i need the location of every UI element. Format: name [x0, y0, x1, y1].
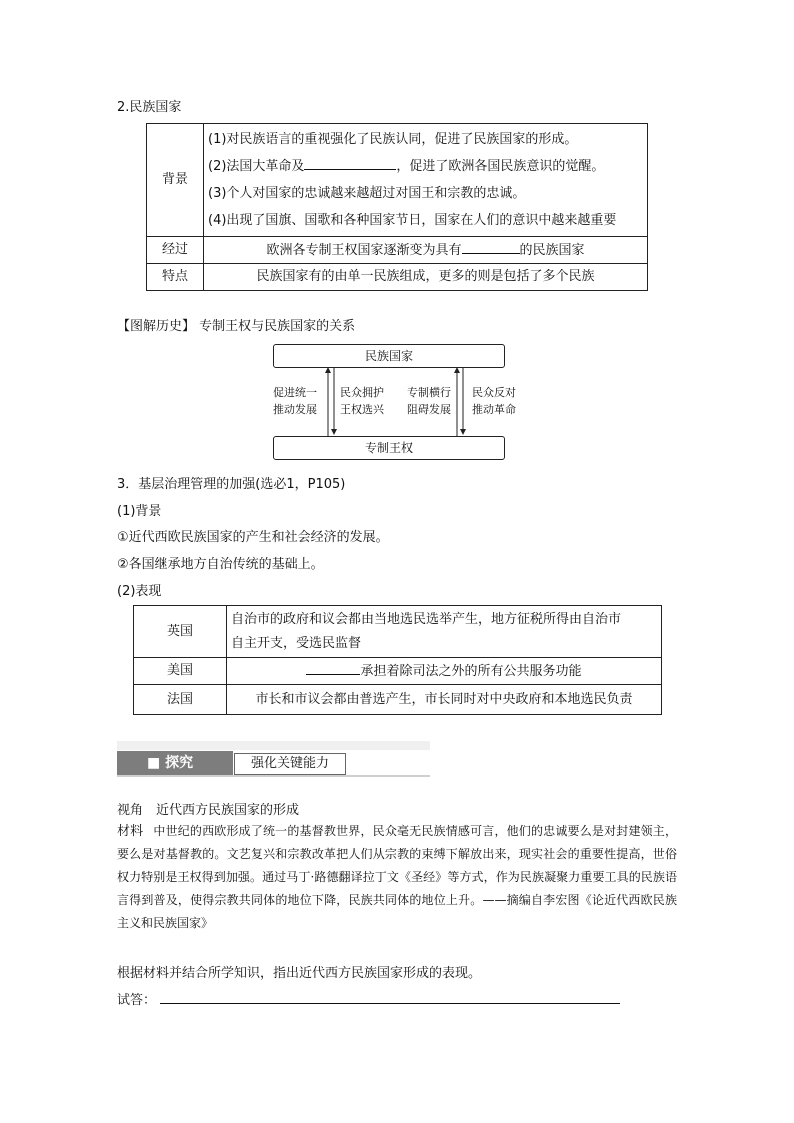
nation-state-table [146, 123, 648, 291]
bg-item-4: (4)出现了国旗、国歌和各种国家节日，国家在人们的意识中越来越重要 [208, 213, 617, 228]
material-block [117, 820, 677, 935]
fill-blank[interactable] [304, 157, 396, 170]
diagram-left-text: 促进统一 推动发展 [273, 386, 317, 416]
bg-item-1: (1)对民族语言的重视强化了民族认同，促进了民族国家的形成。 [208, 132, 578, 147]
section2-title: 2.民族国家 [117, 100, 182, 115]
diagram-mid-right-text: 专制横行 阻碍发展 [407, 386, 451, 416]
material-text: 中世纪的西欧形成了统一的基督教世界，民众毫无民族情感可言，他们的忠诚要么是对封建领主，要么是对基督教的。文艺复兴和宗教改革把人们从宗教的束缚下解放出来，现实社会的重要性提高，世俗权力特别是王权得到加强。通过马丁·路德翻译拉丁文《圣经》等方式，作为民族凝聚力重要工具的民族语言得到普及，使得宗教共同体的地位下降，民族共同体的地位上升。 [117, 824, 677, 907]
performance-heading: (2)表现 [117, 584, 162, 599]
bg-item-2: (2)法国大革命及 ，促进了欧洲各国民族意识的觉醒。 [208, 159, 605, 174]
absolute-monarchy-box: 专制王权 [273, 436, 505, 460]
material-label: 材料 [117, 824, 144, 839]
background-item-2: ②各国继承地方自治传统的基础上。 [117, 557, 324, 572]
nation-state-box: 民族国家 [273, 344, 505, 368]
question-prompt: 根据材料并结合所学知识，指出近代西方民族国家形成的表现。 [117, 966, 482, 981]
diagram-right-text: 民众反对 推动革命 [472, 386, 516, 416]
fill-blank[interactable] [462, 241, 520, 254]
diagram-mid-left-text: 民众拥护 王权选兴 [340, 386, 384, 416]
us-label: 美国 [134, 658, 227, 685]
fill-blank[interactable] [306, 662, 360, 675]
explore-banner [117, 741, 430, 777]
feature-label: 特点 [147, 264, 204, 291]
explore-subtitle: 强化关键能力 [234, 753, 346, 775]
uk-label: 英国 [134, 606, 227, 658]
bg-content [204, 124, 648, 237]
uk-text: 自治市的政府和议会都由当地选民选举产生，地方征税所得由自治市 自主开支，受选民监督 [227, 606, 662, 658]
section3-title: 3．基层治理管理的加强(选必1，P105) [117, 477, 346, 492]
process-text: 欧洲各专制王权国家逐渐变为具有 的民族国家 [204, 237, 648, 264]
bg-item-3: (3)个人对国家的忠诚越来越超过对国王和宗教的忠诚。 [208, 186, 526, 201]
angle-heading: 视角 近代西方民族国家的形成 [117, 803, 300, 818]
feature-text: 民族国家有的由单一民族组成，更多的则是包括了多个民族 [204, 264, 648, 291]
answer-line[interactable] [160, 1003, 620, 1004]
background-item-1: ①近代西欧民族国家的产生和社会经济的发展。 [117, 530, 389, 545]
fr-text: 市长和市议会都由普选产生，市长同时对中央政府和本地选民负责 [227, 685, 662, 715]
material-source: ——摘编自李宏图《论近代西欧民族主义和民族国家》 [117, 893, 677, 930]
explore-tag: ■ 探究 [117, 751, 233, 775]
background-heading: (1)背景 [117, 504, 162, 519]
diagram-heading: 【图解历史】 专制王权与民族国家的关系 [117, 319, 356, 334]
local-governance-table [133, 605, 662, 715]
process-label: 经过 [147, 237, 204, 264]
fr-label: 法国 [134, 685, 227, 715]
us-text: 承担着除司法之外的所有公共服务功能 [227, 658, 662, 685]
bg-label: 背景 [147, 124, 204, 237]
answer-label: 试答： [117, 993, 157, 1008]
